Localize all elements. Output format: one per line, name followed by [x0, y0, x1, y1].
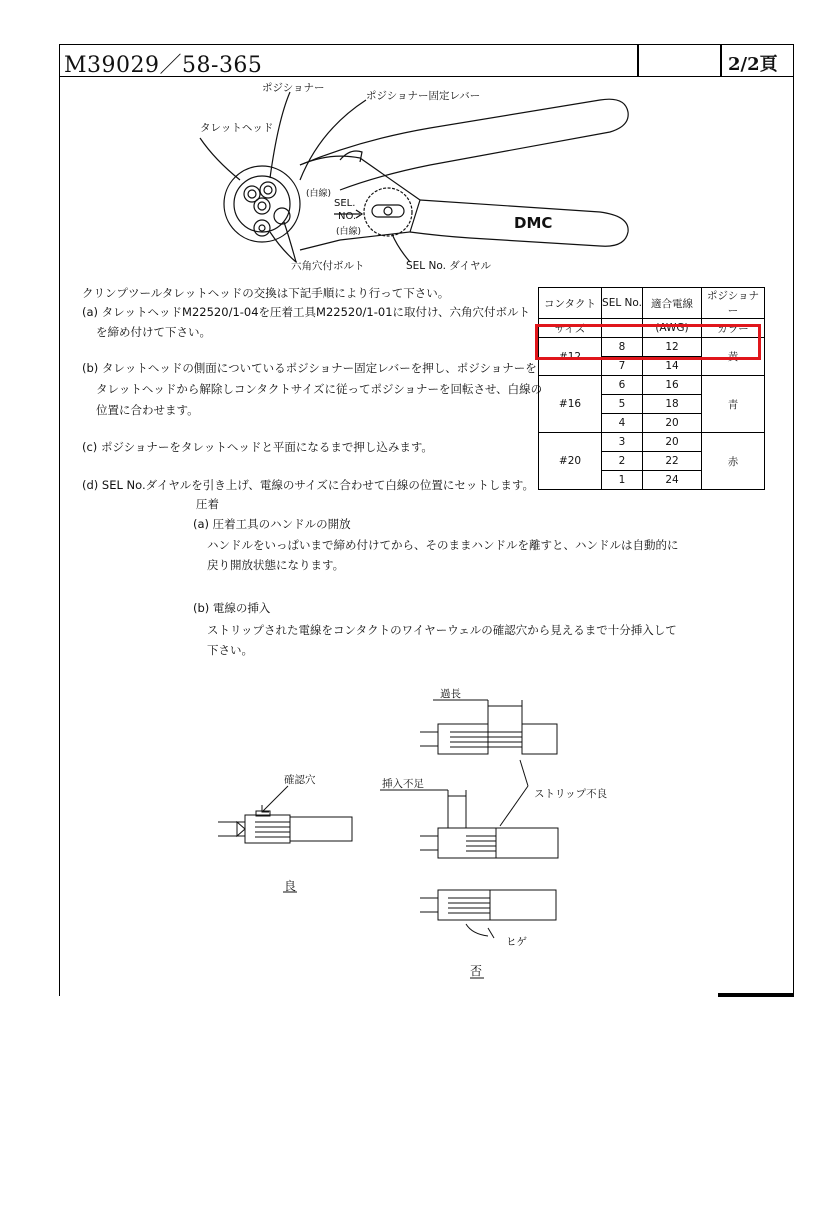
color-cell: 青	[702, 376, 765, 433]
brand-logo: DMC	[514, 214, 553, 232]
instruction-a-line1: (a) タレットヘッドM22520/1-04を圧着工具M22520/1-01に取付け、六角穴付ボルト	[82, 305, 531, 319]
table-subheader: (AWG)	[643, 319, 702, 338]
table-header: ポジショナー	[702, 288, 765, 319]
crimp-b-line2: 下さい。	[207, 643, 253, 657]
sel-cell: 3	[602, 433, 643, 452]
contact-size-cell: #12	[539, 338, 602, 376]
sel-cell: 6	[602, 376, 643, 395]
awg-cell: 22	[643, 452, 702, 471]
highlight-box	[535, 324, 761, 360]
crimp-b-title: (b) 電線の挿入	[193, 601, 271, 615]
crimp-title: 圧着	[196, 497, 219, 511]
hex-bolt-icon	[254, 220, 270, 236]
table-subheader: サイズ	[539, 319, 602, 338]
awg-cell: 24	[643, 471, 702, 490]
sel-cell: 7	[602, 357, 643, 376]
label-no-good: 否	[470, 964, 483, 978]
contact-size-cell: #16	[539, 376, 602, 433]
instruction-a-line2: を締め付けて下さい。	[96, 325, 211, 339]
crimp-a-line2: 戻り開放状態になります。	[207, 558, 345, 572]
label-sel-dial: SEL No. ダイヤル	[406, 260, 491, 272]
instruction-d: (d) SEL No.ダイヤルを引き上げ、電線のサイズに合わせて白線の位置にセットします。	[82, 478, 534, 492]
label-whisker: ヒゲ	[506, 936, 527, 948]
document-number: M39029／58-365	[64, 53, 263, 78]
instruction-b-line1: (b) タレットヘッドの側面についているポジショナー固定レバーを押し、ポジショナーを	[82, 361, 537, 375]
label-check-hole: 確認穴	[284, 774, 316, 786]
awg-cell: 20	[643, 414, 702, 433]
awg-cell: 20	[643, 433, 702, 452]
instruction-b-line3: 位置に合わせます。	[96, 403, 199, 417]
label-white-line: (白線)	[336, 227, 362, 237]
awg-cell: 18	[643, 395, 702, 414]
color-cell: 赤	[702, 433, 765, 490]
instruction-c: (c) ポジショナーをタレットヘッドと平面になるまで押し込みます。	[82, 440, 433, 454]
sel-cell: 4	[602, 414, 643, 433]
label-white-line: (白線)	[306, 189, 332, 199]
label-hex-bolt: 六角穴付ボルト	[291, 260, 365, 272]
label-no: NO.	[338, 211, 357, 222]
label-good: 良	[284, 879, 297, 893]
crimp-a-line1: ハンドルをいっぱいまで締め付けてから、そのままハンドルを離すと、ハンドルは自動的に	[207, 538, 679, 552]
label-too-long: 過長	[440, 688, 461, 700]
table-header: 適合電線	[643, 288, 702, 319]
table-header: SEL No.	[602, 288, 643, 319]
page-number: 2/2頁	[728, 54, 778, 75]
contact-spec-table	[538, 287, 765, 490]
sel-cell: 1	[602, 471, 643, 490]
label-positioner-lever: ポジショナー固定レバー	[366, 90, 481, 102]
color-cell: 黄	[702, 338, 765, 376]
label-positioner: ポジショナー	[262, 82, 325, 94]
crimp-a-title: (a) 圧着工具のハンドルの開放	[193, 517, 351, 531]
label-insert-short: 挿入不足	[382, 778, 424, 790]
awg-cell: 12	[643, 338, 702, 357]
sel-cell: 5	[602, 395, 643, 414]
table-subheader: カラー	[702, 319, 765, 338]
instruction-b-line2: タレットヘッドから解除しコンタクトサイズに従ってポジショナーを回転させ、白線の	[96, 382, 543, 396]
label-turret-head: タレットヘッド	[200, 122, 274, 134]
instruction-intro: クリンプツールタレットヘッドの交換は下記手順により行って下さい。	[82, 286, 450, 300]
label-sel: SEL.	[334, 198, 356, 209]
sel-cell: 8	[602, 338, 643, 357]
contact-size-cell: #20	[539, 433, 602, 490]
sel-dial-icon	[364, 188, 412, 236]
awg-cell: 16	[643, 376, 702, 395]
table-header: コンタクト	[539, 288, 602, 319]
sel-cell: 2	[602, 452, 643, 471]
awg-cell: 14	[643, 357, 702, 376]
label-strip-bad: ストリップ不良	[534, 788, 608, 800]
crimp-b-line1: ストリップされた電線をコンタクトのワイヤーウェルの確認穴から見えるまで十分挿入して	[207, 623, 677, 637]
